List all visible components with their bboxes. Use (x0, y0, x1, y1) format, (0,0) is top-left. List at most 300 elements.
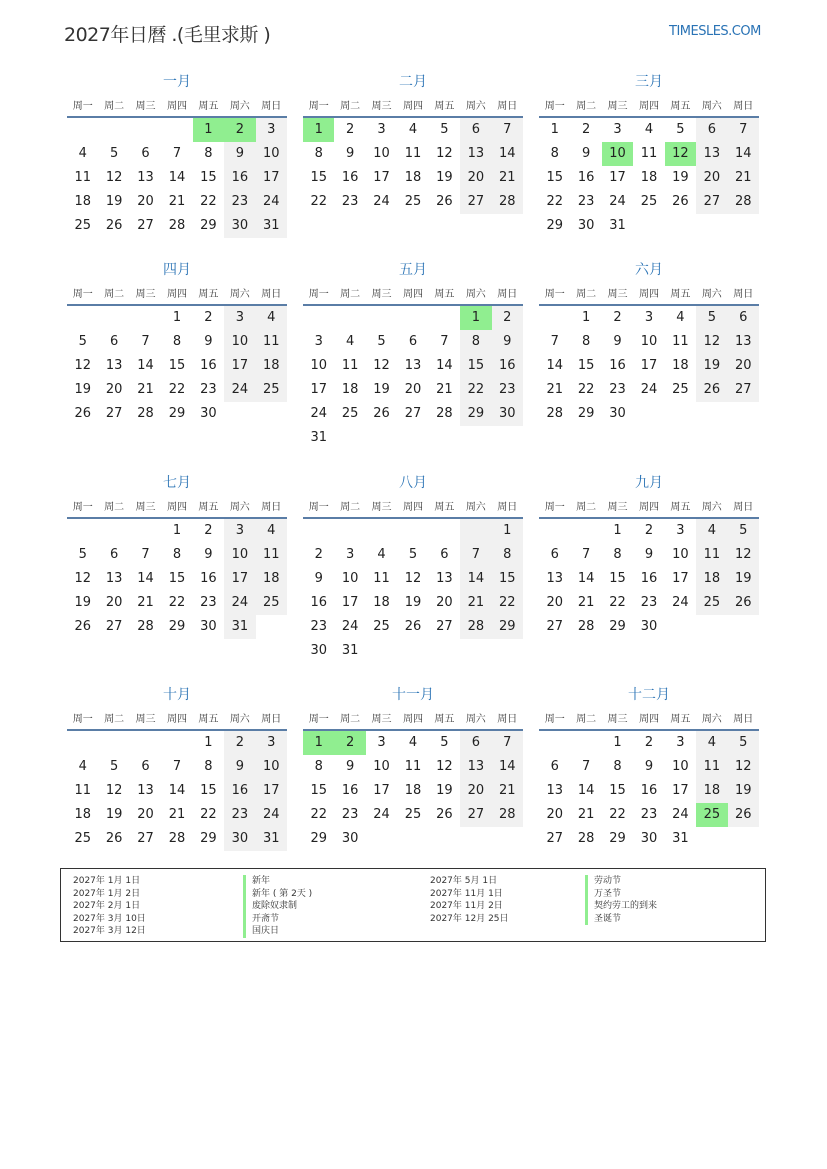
weekday-label: 周六 (465, 713, 486, 725)
day-cell: 29 (168, 406, 186, 421)
day-cell: 21 (577, 807, 595, 822)
day-cell: 21 (436, 382, 453, 397)
day-cell: 21 (492, 166, 523, 190)
day-cell: 17 (224, 567, 255, 591)
day-cell: 27 (436, 619, 453, 634)
day-cell: 13 (460, 755, 491, 779)
day-cell: 15 (492, 567, 523, 591)
day-blank (460, 519, 491, 543)
day-cell: 27 (137, 218, 154, 233)
day-cell: 3 (224, 519, 255, 543)
day-cell: 22 (200, 807, 217, 822)
day-cell: 12 (105, 170, 123, 185)
weekday-label: 周日 (261, 100, 282, 112)
day-cell: 24 (373, 194, 390, 209)
weekday-header (539, 92, 759, 118)
day-cell: 2 (581, 122, 591, 137)
day-cell: 4 (644, 122, 654, 137)
day-cell: 21 (168, 807, 186, 822)
weekday-header (303, 705, 523, 731)
day-holiday: 1 (193, 118, 224, 142)
day-cell: 9 (581, 146, 591, 161)
day-cell: 16 (310, 595, 327, 610)
day-cell: 5 (676, 122, 685, 137)
day-cell: 29 (492, 615, 523, 639)
day-cell: 12 (696, 330, 727, 354)
weekday-header (303, 92, 523, 118)
day-cell: 20 (105, 595, 123, 610)
month-block (303, 473, 523, 663)
weekday-label: 周三 (607, 288, 628, 300)
day-cell: 5 (109, 146, 119, 161)
day-cell: 24 (341, 619, 359, 634)
weekday-label: 周二 (340, 713, 361, 725)
day-cell: 29 (168, 619, 186, 634)
month-block (67, 473, 287, 639)
day-cell: 5 (408, 547, 418, 562)
weekday-label: 周一 (72, 288, 93, 300)
month-name: 三月 (635, 74, 663, 90)
day-cell: 18 (341, 382, 359, 397)
weekday-label: 周四 (166, 100, 187, 112)
day-blank (130, 118, 161, 142)
day-cell: 17 (672, 783, 689, 798)
legend-date: 2027年 12月 25日 (430, 913, 509, 924)
month-block (539, 685, 759, 851)
day-cell: 25 (404, 194, 422, 209)
day-cell: 20 (436, 595, 453, 610)
day-cell: 21 (546, 382, 563, 397)
day-grid (539, 118, 759, 238)
day-cell: 13 (436, 571, 453, 586)
weekday-label: 周五 (434, 713, 455, 725)
weekday-label: 周五 (434, 501, 455, 513)
day-cell: 17 (341, 595, 359, 610)
weekday-label: 周五 (434, 288, 455, 300)
day-cell: 3 (224, 306, 255, 330)
day-grid (539, 519, 759, 639)
day-cell: 7 (172, 759, 182, 774)
month-block (539, 473, 759, 639)
day-cell: 6 (440, 547, 449, 562)
weekday-label: 周六 (465, 288, 486, 300)
day-cell: 5 (440, 122, 449, 137)
day-cell: 13 (546, 571, 563, 586)
day-cell: 29 (200, 831, 217, 846)
day-cell: 9 (204, 547, 213, 562)
day-cell: 12 (373, 358, 390, 373)
month-block (303, 685, 523, 851)
day-cell: 9 (644, 759, 654, 774)
weekday-label: 周六 (701, 100, 722, 112)
day-cell: 23 (492, 378, 523, 402)
day-cell: 1 (172, 523, 182, 538)
day-cell: 20 (137, 807, 154, 822)
day-grid (303, 519, 523, 663)
legend-date: 2027年 5月 1日 (430, 876, 498, 886)
day-cell: 28 (460, 615, 491, 639)
day-cell: 11 (404, 759, 422, 774)
day-blank (366, 519, 397, 543)
day-cell: 19 (696, 354, 727, 378)
month-block (303, 72, 523, 214)
month-block (67, 260, 287, 426)
day-holiday: 25 (696, 803, 727, 827)
day-cell: 11 (74, 170, 91, 185)
day-cell: 17 (373, 170, 390, 185)
day-cell: 18 (74, 807, 91, 822)
day-blank (98, 519, 129, 543)
legend-names-right (585, 875, 657, 925)
day-cell: 27 (105, 619, 123, 634)
weekday-header (539, 493, 759, 519)
day-cell: 12 (74, 358, 91, 373)
day-cell: 16 (224, 166, 255, 190)
day-blank (539, 519, 570, 543)
day-cell: 4 (78, 759, 87, 774)
day-cell: 3 (377, 735, 386, 750)
day-cell: 17 (672, 571, 689, 586)
day-cell: 11 (696, 755, 727, 779)
day-cell: 27 (404, 406, 422, 421)
day-cell: 10 (256, 142, 287, 166)
weekday-label: 周一 (72, 100, 93, 112)
day-cell: 23 (341, 807, 359, 822)
day-cell: 6 (141, 759, 150, 774)
day-cell: 31 (310, 430, 327, 445)
day-cell: 20 (696, 166, 727, 190)
month-block (539, 260, 759, 426)
day-cell: 18 (373, 595, 390, 610)
day-cell: 25 (74, 218, 91, 233)
day-cell: 28 (137, 406, 154, 421)
day-blank (366, 306, 397, 330)
day-grid (67, 731, 287, 851)
day-cell: 9 (345, 759, 355, 774)
legend-holiday-name: 废除奴隶制 (243, 900, 312, 913)
day-cell: 14 (460, 567, 491, 591)
weekday-label: 周日 (733, 288, 754, 300)
day-cell: 5 (109, 759, 119, 774)
day-cell: 18 (640, 170, 658, 185)
day-cell: 2 (644, 523, 654, 538)
day-cell: 9 (314, 571, 323, 586)
day-cell: 26 (74, 619, 91, 634)
day-cell: 25 (672, 382, 689, 397)
day-cell: 22 (310, 807, 327, 822)
day-cell: 8 (204, 759, 213, 774)
day-cell: 2 (492, 306, 523, 330)
day-cell: 2 (314, 547, 323, 562)
day-grid (67, 118, 287, 238)
day-blank (570, 519, 601, 543)
day-cell: 20 (105, 382, 123, 397)
day-cell: 18 (404, 783, 422, 798)
month-name: 十二月 (628, 687, 670, 703)
day-cell: 3 (676, 735, 685, 750)
day-cell: 9 (224, 142, 255, 166)
day-cell: 23 (341, 194, 359, 209)
day-blank (98, 306, 129, 330)
legend-holiday-name: 圣诞节 (585, 913, 657, 926)
weekday-label: 周六 (229, 501, 250, 513)
day-cell: 25 (256, 591, 287, 615)
day-cell: 20 (546, 807, 563, 822)
day-cell: 6 (728, 306, 759, 330)
day-cell: 17 (256, 166, 287, 190)
day-cell: 26 (696, 378, 727, 402)
day-cell: 20 (728, 354, 759, 378)
day-cell: 16 (200, 571, 217, 586)
weekday-label: 周四 (166, 501, 187, 513)
day-cell: 5 (728, 519, 759, 543)
day-cell: 29 (310, 831, 327, 846)
day-cell: 29 (546, 218, 563, 233)
legend-date: 2027年 3月 12日 (73, 926, 146, 936)
day-cell: 7 (728, 118, 759, 142)
legend-date: 2027年 2月 1日 (73, 901, 141, 911)
weekday-label: 周日 (733, 501, 754, 513)
weekday-label: 周五 (670, 100, 691, 112)
day-cell: 14 (436, 358, 453, 373)
day-cell: 26 (436, 807, 453, 822)
weekday-label: 周四 (166, 288, 187, 300)
weekday-label: 周五 (434, 100, 455, 112)
day-cell: 10 (373, 759, 390, 774)
day-cell: 6 (460, 731, 491, 755)
weekday-label: 周二 (576, 100, 597, 112)
weekday-label: 周一 (544, 713, 565, 725)
day-cell: 26 (728, 803, 759, 827)
day-cell: 21 (460, 591, 491, 615)
weekday-label: 周三 (135, 288, 156, 300)
weekday-header (67, 92, 287, 118)
weekday-label: 周一 (308, 713, 329, 725)
day-cell: 22 (200, 194, 217, 209)
day-cell: 6 (550, 547, 559, 562)
day-cell: 9 (345, 146, 355, 161)
day-cell: 22 (609, 595, 626, 610)
day-grid (67, 306, 287, 426)
day-cell: 23 (577, 194, 595, 209)
day-cell: 11 (640, 146, 658, 161)
day-cell: 28 (168, 831, 186, 846)
day-cell: 26 (404, 619, 422, 634)
weekday-label: 周二 (340, 100, 361, 112)
day-cell: 3 (676, 523, 685, 538)
day-cell: 23 (200, 595, 217, 610)
weekday-label: 周二 (104, 100, 125, 112)
day-cell: 15 (200, 170, 217, 185)
legend-date: 2027年 11月 2日 (430, 901, 503, 911)
day-holiday: 2 (224, 118, 255, 142)
day-cell: 15 (168, 358, 186, 373)
weekday-label: 周二 (576, 713, 597, 725)
day-holiday: 1 (303, 731, 334, 755)
day-cell: 11 (74, 783, 91, 798)
weekday-label: 周一 (72, 713, 93, 725)
site-link[interactable]: TIMESLES.COM (669, 24, 761, 39)
day-cell: 23 (224, 803, 255, 827)
day-cell: 8 (204, 146, 213, 161)
legend-names-left (243, 875, 312, 938)
day-cell: 28 (577, 831, 595, 846)
day-cell: 3 (256, 731, 287, 755)
day-cell: 7 (172, 146, 182, 161)
day-cell: 14 (546, 358, 563, 373)
day-blank (67, 731, 98, 755)
day-cell: 15 (310, 783, 327, 798)
weekday-label: 周四 (402, 100, 423, 112)
day-cell: 26 (373, 406, 390, 421)
day-cell: 12 (436, 759, 453, 774)
weekday-label: 周五 (198, 713, 219, 725)
month-block (303, 260, 523, 450)
day-blank (539, 731, 570, 755)
day-cell: 19 (404, 595, 422, 610)
day-cell: 29 (200, 218, 217, 233)
weekday-label: 周日 (733, 713, 754, 725)
day-cell: 3 (314, 334, 323, 349)
day-cell: 22 (577, 382, 595, 397)
day-cell: 26 (105, 218, 123, 233)
day-cell: 24 (672, 807, 689, 822)
day-cell: 14 (168, 783, 186, 798)
month-name: 五月 (399, 262, 427, 278)
day-blank (539, 306, 570, 330)
day-cell: 6 (109, 547, 119, 562)
day-cell: 16 (341, 783, 359, 798)
day-cell: 24 (256, 190, 287, 214)
weekday-header (303, 493, 523, 519)
weekday-label: 周三 (135, 501, 156, 513)
day-cell: 25 (74, 831, 91, 846)
weekday-label: 周二 (104, 501, 125, 513)
day-cell: 8 (172, 334, 182, 349)
day-cell: 25 (696, 591, 727, 615)
day-cell: 29 (577, 406, 595, 421)
day-cell: 24 (224, 591, 255, 615)
day-blank (334, 306, 365, 330)
day-cell: 11 (672, 334, 689, 349)
legend-holiday-name: 国庆日 (243, 925, 312, 938)
weekday-label: 周一 (308, 501, 329, 513)
weekday-label: 周三 (607, 713, 628, 725)
day-cell: 11 (256, 543, 287, 567)
weekday-label: 周二 (576, 288, 597, 300)
day-cell: 25 (640, 194, 658, 209)
day-cell: 8 (613, 759, 622, 774)
day-cell: 19 (728, 567, 759, 591)
day-cell: 23 (224, 190, 255, 214)
day-cell: 31 (224, 615, 255, 639)
weekday-label: 周五 (670, 713, 691, 725)
day-cell: 25 (341, 406, 359, 421)
day-cell: 12 (404, 571, 422, 586)
day-cell: 28 (546, 406, 563, 421)
month-name: 六月 (635, 262, 663, 278)
day-cell: 2 (644, 735, 654, 750)
weekday-label: 周六 (701, 501, 722, 513)
day-cell: 29 (460, 402, 491, 426)
day-cell: 16 (577, 170, 595, 185)
weekday-label: 周日 (261, 501, 282, 513)
day-blank (334, 519, 365, 543)
day-cell: 4 (676, 310, 685, 325)
legend-holiday-name: 新年 (243, 875, 312, 888)
weekday-label: 周五 (198, 100, 219, 112)
day-cell: 19 (105, 807, 123, 822)
weekday-label: 周日 (497, 288, 518, 300)
day-cell: 13 (137, 783, 154, 798)
day-cell: 22 (168, 595, 186, 610)
day-cell: 27 (696, 190, 727, 214)
day-cell: 5 (78, 547, 87, 562)
day-cell: 31 (672, 831, 689, 846)
day-cell: 5 (696, 306, 727, 330)
day-cell: 18 (404, 170, 422, 185)
weekday-label: 周四 (638, 501, 659, 513)
month-name: 十一月 (392, 687, 434, 703)
day-cell: 15 (609, 783, 626, 798)
weekday-label: 周五 (198, 501, 219, 513)
day-cell: 4 (256, 306, 287, 330)
day-cell: 27 (137, 831, 154, 846)
day-cell: 19 (728, 779, 759, 803)
day-cell: 7 (550, 334, 559, 349)
day-cell: 7 (460, 543, 491, 567)
day-cell: 17 (609, 170, 626, 185)
month-name: 四月 (163, 262, 191, 278)
day-cell: 30 (609, 406, 626, 421)
day-cell: 8 (613, 547, 622, 562)
day-cell: 8 (314, 146, 323, 161)
day-cell: 17 (310, 382, 327, 397)
weekday-label: 周二 (576, 501, 597, 513)
day-cell: 23 (609, 382, 626, 397)
day-cell: 27 (105, 406, 123, 421)
day-cell: 7 (492, 118, 523, 142)
weekday-label: 周四 (402, 501, 423, 513)
day-cell: 6 (408, 334, 418, 349)
day-cell: 5 (440, 735, 449, 750)
day-blank (303, 519, 334, 543)
weekday-label: 周三 (607, 100, 628, 112)
day-grid (303, 118, 523, 214)
weekday-header (539, 280, 759, 306)
day-cell: 12 (728, 543, 759, 567)
weekday-label: 周六 (701, 713, 722, 725)
day-holiday: 12 (665, 142, 696, 166)
day-cell: 20 (137, 194, 154, 209)
day-cell: 24 (672, 595, 689, 610)
day-cell: 16 (640, 783, 658, 798)
day-cell: 22 (310, 194, 327, 209)
legend-date: 2027年 11月 1日 (430, 888, 503, 899)
legend-holiday-name: 开斋节 (243, 913, 312, 926)
day-cell: 15 (609, 571, 626, 586)
weekday-label: 周四 (402, 713, 423, 725)
day-cell: 25 (256, 378, 287, 402)
day-cell: 30 (577, 218, 595, 233)
day-cell: 21 (137, 595, 154, 610)
day-cell: 18 (696, 779, 727, 803)
day-cell: 19 (436, 783, 453, 798)
weekday-label: 周六 (229, 100, 250, 112)
day-grid (303, 306, 523, 450)
month-block (67, 72, 287, 238)
day-cell: 30 (200, 619, 217, 634)
